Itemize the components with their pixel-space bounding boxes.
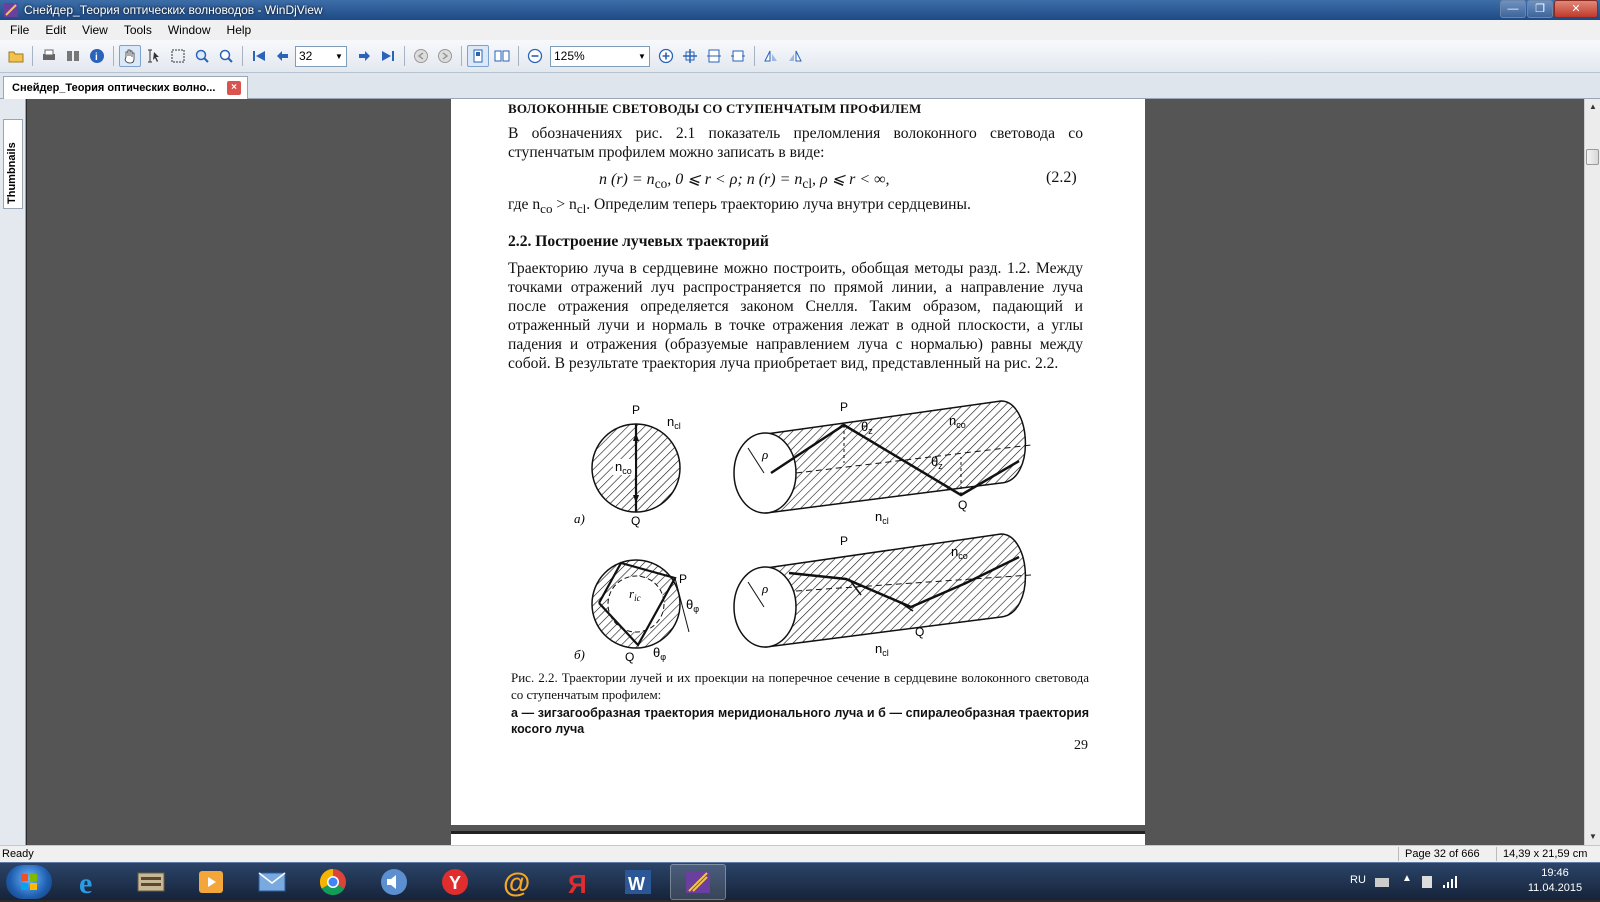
window-title: Снейдер_Теория оптических волноводов - WinDjView xyxy=(24,3,323,17)
media-player-icon[interactable] xyxy=(183,864,239,900)
svg-text:i: i xyxy=(95,52,98,63)
status-separator xyxy=(1496,847,1497,861)
label-P-a: P xyxy=(632,403,641,417)
mail-icon[interactable] xyxy=(244,864,300,900)
clock-time: 19:46 xyxy=(1541,867,1569,879)
text-sub: cl xyxy=(576,201,587,217)
select-text-icon[interactable] xyxy=(143,45,165,67)
menu-view[interactable]: View xyxy=(82,23,108,37)
menu-window[interactable]: Window xyxy=(167,23,211,37)
close-button[interactable]: ✕ xyxy=(1554,0,1598,18)
paragraph-2: Траекторию луча в сердцевине можно построить, обобщая методы разд. 1.2. Между точками отражений луч распространяется по прямой линии, а направление луча после отражения определяется законом Снелля. Таким образом, падающий и отраженный лучи и нормаль в точке отражения лежат в одной плоскости, а углы падения и отражения (образуемые направлением луча с нормалью) равны между собой. В результате траектория луча приобретает вид, представленный на рис. 2.2. xyxy=(508,260,1083,372)
label-n-cl-a xyxy=(667,414,681,431)
label-Q-b: Q xyxy=(625,650,635,664)
figure-caption: Рис. 2.2. Траектории лучей и их проекции на поперечное сечение в сердцевине волоконного световода со ступенчатым профилем: xyxy=(511,670,1089,702)
label-rho-a: ρ xyxy=(762,447,769,462)
fit-width-icon[interactable] xyxy=(703,45,725,67)
cylinder-b xyxy=(766,534,1025,647)
section-heading: 2.2. Построение лучевых траекторий xyxy=(508,233,769,250)
label-n-co-main: n xyxy=(949,413,957,428)
formula-part: n (r) = n xyxy=(599,171,655,188)
document-view[interactable] xyxy=(27,99,1584,845)
svg-text:e: e xyxy=(79,867,93,897)
zoom-in-icon[interactable] xyxy=(655,45,677,67)
single-page-icon[interactable] xyxy=(467,45,489,67)
label-P-b: P xyxy=(679,572,688,586)
windjview-taskbar-icon[interactable] xyxy=(670,864,726,900)
label-n-cl-sub: cl xyxy=(882,648,889,658)
status-page-size: 14,39 x 21,59 cm xyxy=(1503,848,1588,860)
menu-help[interactable]: Help xyxy=(226,23,252,37)
windows-logo-icon xyxy=(6,865,52,899)
label-rho-b: ρ xyxy=(762,581,769,596)
label-theta-sub: φ xyxy=(660,652,667,662)
text-part: где n xyxy=(508,196,541,213)
close-tab-icon[interactable]: × xyxy=(227,81,241,95)
clock-date: 11.04.2015 xyxy=(1527,882,1583,894)
restore-button[interactable]: ❐ xyxy=(1527,0,1553,18)
menu-tools[interactable]: Tools xyxy=(123,23,152,37)
word-icon[interactable] xyxy=(610,864,666,900)
menu-bar xyxy=(0,20,1600,40)
hand-tool-icon[interactable] xyxy=(119,45,141,67)
label-n-cl-cyl-b xyxy=(875,641,889,658)
paragraph-1: В обозначениях рис. 2.1 показатель преломления волоконного световода со ступенчатым профилем можно записать в виде: xyxy=(508,125,1083,161)
label-r-main: r xyxy=(629,586,635,601)
label-n-co-main: n xyxy=(951,544,959,559)
back-icon[interactable] xyxy=(410,45,432,67)
label-theta-sub: z xyxy=(938,461,943,471)
label-r-sub: ic xyxy=(634,593,641,603)
page-number-combo[interactable] xyxy=(295,46,347,67)
document-page xyxy=(451,99,1145,825)
chrome-icon[interactable] xyxy=(305,864,361,900)
toolbar-separator xyxy=(32,46,33,66)
status-page-info: Page 32 of 666 xyxy=(1405,848,1480,860)
label-theta-sub: φ xyxy=(693,604,700,614)
toolbar xyxy=(0,40,1600,73)
toolbar-separator xyxy=(113,46,114,66)
label-n-cl-sub: cl xyxy=(882,516,889,526)
sound-icon[interactable] xyxy=(366,864,422,900)
label-theta-phi-1 xyxy=(686,597,699,614)
text-part: . Определим теперь траекторию луча внутри сердцевины. xyxy=(586,196,971,213)
forward-icon[interactable] xyxy=(434,45,456,67)
yandex-browser-icon[interactable] xyxy=(427,864,483,900)
label-theta-main: θ xyxy=(861,419,869,434)
next-page-icon[interactable] xyxy=(353,45,375,67)
formula-number: (2.2) xyxy=(1046,169,1077,186)
label-theta-sub: z xyxy=(868,426,873,436)
label-Q-cyl-b: Q xyxy=(915,625,925,639)
label-n-cl-main: n xyxy=(667,414,675,429)
next-page-top xyxy=(451,831,1145,845)
label-n-co-sub: co xyxy=(622,466,632,476)
document-tab-label: Снейдер_Теория оптических волно... xyxy=(12,82,216,94)
prev-page-icon[interactable] xyxy=(272,45,294,67)
clock[interactable] xyxy=(1520,866,1590,896)
document-tab[interactable] xyxy=(3,76,248,99)
figure-caption-legend: а — зигзагообразная траектория меридионального луча и б — спиралеобразная траектория косого луча xyxy=(511,706,1089,736)
info-icon[interactable] xyxy=(86,45,108,67)
text-sub: co xyxy=(540,201,553,217)
cylinder-a-face xyxy=(734,433,796,513)
label-n-co-main: n xyxy=(615,459,623,474)
zoom-value: 125% xyxy=(554,49,585,63)
signal-icon[interactable] xyxy=(1442,874,1458,890)
toolbar-separator xyxy=(461,46,462,66)
magnify-icon[interactable] xyxy=(215,45,237,67)
svg-text:Я: Я xyxy=(568,869,587,897)
label-b: б) xyxy=(574,647,585,662)
formula-part: , ρ ⩽ r < ∞, xyxy=(812,171,890,188)
svg-text:W: W xyxy=(628,874,645,894)
formula-part: , 0 ⩽ r < ρ; n (r) = n xyxy=(667,171,803,188)
file-manager-icon[interactable] xyxy=(123,864,179,900)
internet-explorer-icon[interactable] xyxy=(62,864,118,900)
label-n-cl-main: n xyxy=(875,509,883,524)
taskbar xyxy=(0,862,1600,900)
thumbnails-tab-label: Thumbnails xyxy=(6,142,18,204)
label-a: а) xyxy=(574,511,585,526)
yandex-icon[interactable] xyxy=(549,864,605,900)
svg-text:@: @ xyxy=(503,867,531,897)
select-area-icon[interactable] xyxy=(167,45,189,67)
fit-page-icon[interactable] xyxy=(679,45,701,67)
minimize-button[interactable]: — xyxy=(1500,0,1526,18)
title-bar xyxy=(0,0,1600,20)
text-part: > n xyxy=(552,196,577,213)
find-icon[interactable] xyxy=(62,45,84,67)
label-P-cyl-b: P xyxy=(840,534,849,548)
toolbar-separator xyxy=(754,46,755,66)
open-icon[interactable] xyxy=(5,45,27,67)
print-icon[interactable] xyxy=(38,45,60,67)
formula-2-2 xyxy=(599,169,890,192)
side-panel xyxy=(0,99,26,845)
tray-expand-icon[interactable]: ▲ xyxy=(1402,873,1412,884)
label-n-co-sub: co xyxy=(956,420,966,430)
status-ready: Ready xyxy=(2,848,34,860)
svg-text:Y: Y xyxy=(449,873,462,893)
label-P-cyl-a: P xyxy=(840,400,849,414)
chevron-down-icon[interactable]: ▼ xyxy=(638,51,646,61)
actual-size-icon[interactable] xyxy=(727,45,749,67)
page-number: 29 xyxy=(1074,738,1088,753)
status-separator xyxy=(1398,847,1399,861)
zoom-out-icon[interactable] xyxy=(524,45,546,67)
figure-2-2 xyxy=(561,391,1046,671)
label-Q-a: Q xyxy=(631,514,641,528)
start-button[interactable] xyxy=(6,865,52,899)
menu-edit[interactable]: Edit xyxy=(45,23,67,37)
network-icon[interactable] xyxy=(1420,874,1436,890)
label-n-cl-main: n xyxy=(875,641,883,656)
toolbar-separator xyxy=(518,46,519,66)
scroll-thumb[interactable] xyxy=(1586,149,1599,165)
toolbar-separator xyxy=(242,46,243,66)
page-number-value: 32 xyxy=(299,49,313,63)
rotate-right-icon[interactable] xyxy=(784,45,806,67)
cylinder-b-face xyxy=(734,567,796,647)
label-Q-cyl-a: Q xyxy=(958,498,968,512)
label-n-co-sub: co xyxy=(958,551,968,561)
running-header: ВОЛОКОННЫЕ СВЕТОВОДЫ СО СТУПЕНЧАТЫМ ПРОФИЛЕМ xyxy=(508,101,922,116)
label-theta-main: θ xyxy=(686,597,694,612)
status-bar xyxy=(0,845,1600,862)
language-indicator[interactable]: RU xyxy=(1350,874,1366,886)
label-n-cl-sub: cl xyxy=(674,421,681,431)
windjview-app-icon xyxy=(3,2,19,18)
thumbnails-tab[interactable] xyxy=(3,119,23,209)
keyboard-icon[interactable] xyxy=(1374,875,1390,889)
mail-agent-icon[interactable] xyxy=(488,864,544,900)
document-tab-strip xyxy=(0,73,1600,99)
label-theta-main: θ xyxy=(653,645,661,660)
facing-pages-icon[interactable] xyxy=(491,45,513,67)
zoom-rect-icon[interactable] xyxy=(191,45,213,67)
scroll-up-icon[interactable]: ▲ xyxy=(1589,102,1597,111)
label-theta-phi-2 xyxy=(653,645,666,662)
chevron-down-icon[interactable]: ▼ xyxy=(335,51,343,61)
label-theta-main: θ xyxy=(931,454,939,469)
caustic-circle xyxy=(608,576,664,632)
paragraph-where xyxy=(508,196,971,217)
first-page-icon[interactable] xyxy=(248,45,270,67)
formula-sub: cl xyxy=(802,176,813,192)
system-tray xyxy=(1350,863,1600,901)
toolbar-separator xyxy=(404,46,405,66)
formula-sub: co xyxy=(654,176,668,192)
zoom-combo[interactable] xyxy=(550,46,650,67)
scroll-down-icon[interactable]: ▼ xyxy=(1589,832,1597,841)
last-page-icon[interactable] xyxy=(377,45,399,67)
menu-file[interactable]: File xyxy=(10,23,30,37)
rotate-left-icon[interactable] xyxy=(760,45,782,67)
label-n-cl-cyl-a xyxy=(875,509,889,526)
vertical-scrollbar[interactable] xyxy=(1584,99,1600,845)
